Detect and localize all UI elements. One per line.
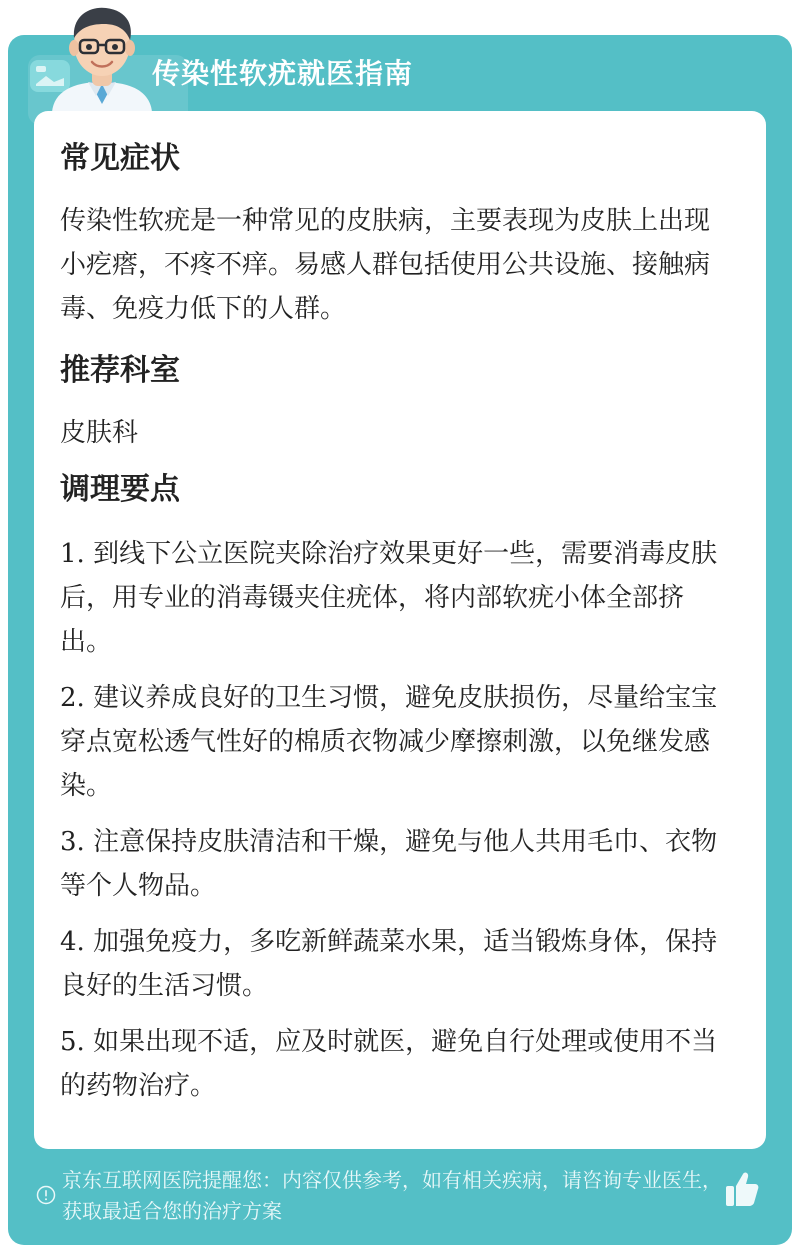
care-item xyxy=(60,820,728,908)
care-item-number: 1. xyxy=(60,539,85,569)
care-item-text: 建议养成良好的卫生习惯，避免皮肤损伤，尽量给宝宝穿点宽松透气性好的棉质衣物减少摩擦刺激，以免继发感染。 xyxy=(60,683,718,801)
care-item-text: 到线下公立医院夹除治疗效果更好一些，需要消毒皮肤后，用专业的消毒镊夹住疣体，将内部软疣小体全部挤出。 xyxy=(60,539,718,657)
care-item-number: 3. xyxy=(60,827,85,857)
care-item-number: 5. xyxy=(60,1027,85,1057)
content-card xyxy=(34,111,766,1149)
department-text: 皮肤科 xyxy=(60,418,139,448)
doctor-avatar xyxy=(42,0,162,112)
department-title: 推荐科室 xyxy=(60,353,180,388)
care-item-text: 加强免疫力，多吃新鲜蔬菜水果，适当锻炼身体，保持良好的生活习惯。 xyxy=(60,927,718,1001)
care-item-text: 如果出现不适，应及时就医，避免自行处理或使用不当的药物治疗。 xyxy=(60,1027,718,1101)
info-icon xyxy=(36,1185,56,1205)
care-title: 调理要点 xyxy=(60,472,180,507)
care-item xyxy=(60,920,728,1008)
care-item-number: 2. xyxy=(60,683,85,713)
symptoms-title: 常见症状 xyxy=(60,141,180,176)
card-content xyxy=(60,111,728,1108)
symptoms-text: 传染性软疣是一种常见的皮肤病，主要表现为皮肤上出现小疙瘩，不疼不痒。易感人群包括使用公共设施、接触病毒、免疫力低下的人群。 xyxy=(60,206,711,324)
thumbs-up-icon[interactable] xyxy=(724,1170,760,1208)
page-title: 传染性软疣就医指南 xyxy=(152,57,414,90)
care-item xyxy=(60,532,728,664)
care-item-text: 注意保持皮肤清洁和干燥，避免与他人共用毛巾、衣物等个人物品。 xyxy=(60,827,718,901)
care-item-number: 4. xyxy=(60,927,85,957)
care-item xyxy=(60,1020,728,1108)
disclaimer-text: 京东互联网医院提醒您：内容仅供参考，如有相关疾病，请咨询专业医生，获取最适合您的治疗方案 xyxy=(62,1168,722,1223)
care-item xyxy=(60,676,728,808)
